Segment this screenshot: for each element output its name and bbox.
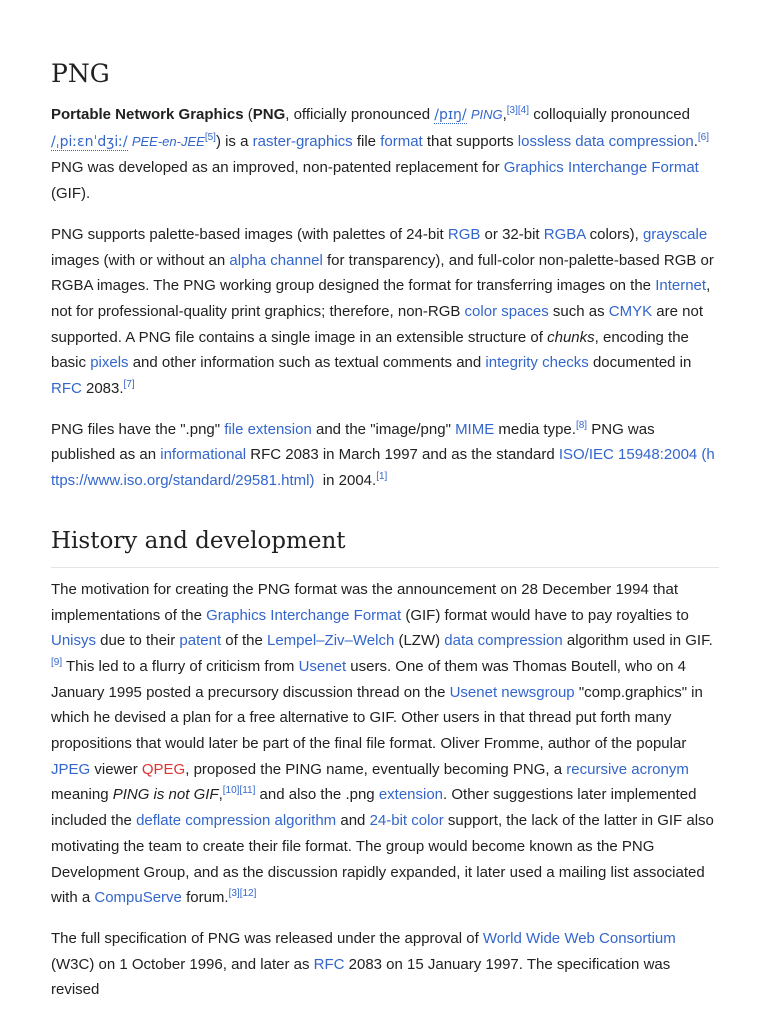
link-gif[interactable]: Graphics Interchange Format [206, 606, 402, 624]
paragraph-history [51, 577, 717, 911]
text: . [693, 132, 698, 150]
section-heading-history: History and development [51, 516, 719, 568]
link-qpeg-redlink[interactable]: QPEG [141, 760, 186, 778]
text: This led to a flurry of criticism from [62, 657, 299, 675]
ping-italic: PING is not GIF [112, 786, 219, 804]
text: algorithm used in GIF. [562, 632, 713, 650]
link-file-format[interactable]: format [380, 132, 423, 150]
text: , proposed the PING name, eventually becoming PNG, a [185, 760, 567, 778]
text: in 2004. [314, 472, 377, 490]
ref-link[interactable]: [3] [228, 888, 240, 900]
link-lossless-compression[interactable]: lossless data compression [517, 132, 694, 150]
text: RFC 2083 in March 1997 and as the standard [246, 446, 559, 464]
text: and the "image/png" [311, 420, 456, 438]
link-file-extension[interactable]: file extension [224, 420, 312, 438]
link-usenet[interactable]: Usenet [298, 657, 347, 675]
text: , not for professional-quality print graphics; therefore, non-RGB [51, 277, 711, 320]
ref-link[interactable]: [4] [517, 105, 530, 116]
ipa-link[interactable]: /ˌpiːɛnˈdʒiː/ [51, 133, 128, 150]
ref-link[interactable]: [5] [204, 131, 216, 143]
link-extension[interactable]: extension [378, 786, 444, 804]
text: and [336, 812, 370, 830]
text: are not supported. A PNG file contains a single image in an extensible structure of [51, 302, 704, 346]
text: (GIF). [51, 185, 91, 203]
text: PNG files have the ".png" [51, 420, 225, 438]
link-cmyk[interactable]: CMYK [608, 302, 653, 320]
link-iso-standard[interactable]: ISO/IEC 15948:2004 (https://www.iso.org/standard/29581.html) [51, 446, 715, 490]
citation[interactable] [376, 471, 387, 482]
text: (W3C) on 1 October 1996, and later as [51, 955, 314, 973]
ref-link[interactable]: [8] [575, 419, 588, 431]
link-deflate[interactable]: deflate compression algorithm [136, 812, 337, 830]
text: users. One of them was Thomas Boutell, who on 4 January 1995 posted a precursory discussion thread on the [51, 657, 687, 701]
link-integrity-checks[interactable]: integrity checks [485, 354, 589, 372]
paragraph-format [51, 222, 717, 402]
paragraph-file-ext [51, 417, 717, 494]
link-rgb[interactable]: RGB [447, 225, 481, 243]
link-recursive-acronym[interactable]: recursive acronym [566, 760, 689, 778]
bold-name: Portable Network Graphics [51, 106, 244, 123]
text: ( [243, 106, 253, 123]
citation[interactable] [124, 379, 135, 390]
text: PNG supports palette-based images (with palettes of 24-bit [51, 225, 448, 243]
ref-link[interactable]: [12] [239, 888, 257, 900]
text: The full specification of PNG was released under the approval of [51, 929, 483, 947]
respelling-link[interactable]: PEE-en-JEE [131, 133, 205, 149]
text: , [218, 786, 223, 804]
text: file [352, 132, 381, 150]
link-data-compression[interactable]: data compression [444, 632, 563, 650]
link-internet[interactable]: Internet [655, 277, 707, 295]
text: , encoding the basic [51, 328, 689, 372]
text: . Other suggestions later implemented included the [51, 786, 697, 830]
text: that supports [422, 132, 518, 150]
citation[interactable] [229, 888, 257, 899]
link-jpeg[interactable]: JPEG [51, 760, 91, 778]
text: meaning [51, 786, 113, 804]
link-rfc[interactable]: RFC [313, 955, 345, 973]
text: images (with or without an [51, 251, 230, 269]
text: of the [221, 632, 267, 650]
link-rfc[interactable]: RFC [51, 380, 82, 398]
text: 2083 on 15 January 1997. The specification was revised [51, 955, 671, 999]
link-patent[interactable]: patent [179, 632, 222, 650]
text: PNG was published as an [51, 420, 655, 464]
text: viewer [90, 760, 142, 778]
text: documented in [588, 354, 692, 372]
citation[interactable] [51, 657, 62, 668]
link-unisys[interactable]: Unisys [51, 632, 97, 650]
link-rgba[interactable]: RGBA [543, 225, 586, 243]
text: colors), [585, 225, 643, 243]
citation[interactable] [507, 105, 529, 116]
ref-link[interactable]: [11] [239, 785, 256, 797]
link-compuserve[interactable]: CompuServe [94, 889, 182, 907]
bold-abbr: PNG [252, 106, 286, 123]
link-grayscale[interactable]: grayscale [642, 225, 708, 243]
ref-link[interactable]: [6] [697, 131, 709, 143]
text: colloquially pronounced [529, 106, 690, 123]
page-title: PNG [51, 59, 110, 88]
text: due to their [96, 632, 180, 650]
citation[interactable] [205, 132, 216, 143]
link-raster-graphics[interactable]: raster-graphics [252, 132, 353, 150]
text: The motivation for creating the PNG format was the announcement on 28 December 1994 that implementations of the [51, 580, 679, 624]
text: for transparency), and full-color non-palette-based RGB or RGBA images. The PNG working group designed the format for transferring images on the [51, 251, 714, 295]
text: or 32-bit [480, 225, 544, 243]
ref-link[interactable]: [1] [376, 471, 388, 483]
link-lzw[interactable]: Lempel–Ziv–Welch [267, 632, 395, 650]
ref-link[interactable]: [10] [222, 785, 240, 797]
text: (LZW) [394, 632, 445, 650]
citation[interactable] [223, 785, 256, 796]
text: (GIF) format would have to pay royalties to [401, 606, 689, 624]
text: 2083. [81, 380, 124, 398]
respelling-link[interactable]: PING [470, 107, 503, 122]
ref-link[interactable]: [7] [123, 379, 135, 391]
text: ) is a [215, 132, 253, 150]
citation[interactable] [698, 132, 709, 143]
text: , officially pronounced [285, 106, 435, 123]
link-w3c[interactable]: World Wide Web Consortium [482, 929, 676, 947]
link-mime[interactable]: MIME [455, 420, 495, 438]
text: and other information such as textual comments and [128, 354, 486, 372]
link-pixels[interactable]: pixels [90, 354, 129, 372]
ref-link[interactable]: [9] [51, 656, 63, 668]
link-usenet-newsgroup[interactable]: Usenet newsgroup [449, 683, 575, 701]
ipa-link[interactable]: /pɪŋ/ [434, 107, 467, 123]
text: media type. [494, 420, 576, 438]
link-gif[interactable]: Graphics Interchange Format [503, 159, 699, 177]
link-informational[interactable]: informational [160, 446, 247, 464]
lead-paragraph: Portable Network Graphics (PNG, officially pronounced /pɪŋ/ PING,[3][4] colloquially pronounced /ˌpiːɛnˈdʒiː/ PEE-en-JEE[5]) is a raster-graphics file format that supports lossless data compression.[6] PNG was developed as an improved, non-patented replacement for Graphics Interchange Format (GIF). [51, 105, 709, 203]
text: PNG was developed as an improved, non-patented replacement for [51, 159, 504, 177]
ref-link[interactable]: [3] [506, 105, 518, 116]
text: support, the lack of the latter in GIF also motivating the team to create their file format. The group would become known as the PNG Development Group, and as the discussion rapidly expanded, it later used a mailing list associated with a [51, 812, 714, 907]
citation[interactable] [576, 420, 587, 431]
link-alpha-channel[interactable]: alpha channel [229, 251, 323, 269]
chunks-italic: chunks [547, 328, 595, 346]
text: forum. [181, 889, 229, 907]
text: "comp.graphics" in which he devised a plan for a free alternative to GIF. Other users in that thread put forth many propositions that would later be part of the final file format. Oliver Fromme, author of the popular [51, 683, 703, 753]
link-color-spaces[interactable]: color spaces [464, 302, 549, 320]
link-24bit-color[interactable]: 24-bit color [369, 812, 444, 830]
text: and also the .png [255, 786, 379, 804]
paragraph-specification [51, 926, 717, 1003]
text: such as [548, 302, 609, 320]
